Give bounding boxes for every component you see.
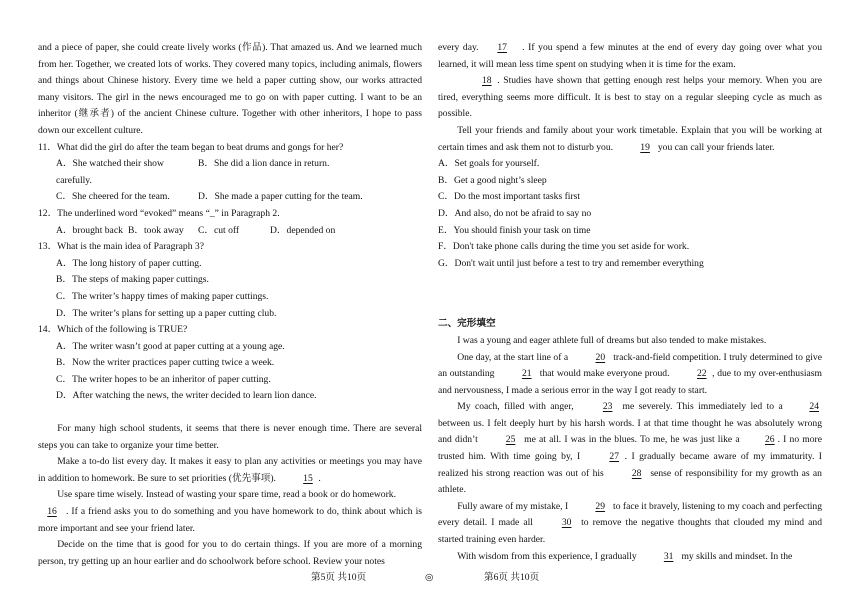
blank-30[interactable]: 30 <box>561 517 572 529</box>
option-14-b: B．Now the writer practices paper cutting twice a week. <box>56 357 275 369</box>
paragraph-text: . If you spend a few minutes at the end of every day going over what you learned, it will mean less time spent on studying when it is time for the exam. <box>438 42 822 70</box>
option-12-a: A．brought back <box>56 224 123 236</box>
paragraph-text: , due to my over-enthusiasm and nervousness, I made a serious error in the way I got ready to start. <box>438 368 822 396</box>
blank-23[interactable]: 23 <box>602 401 613 413</box>
option-14-a: A．The writer wasn’t good at paper cutting at a young age. <box>56 340 285 352</box>
choice-option: A．Set goals for yourself. <box>438 158 540 170</box>
choice-option: B．Get a good night’s sleep <box>438 174 547 186</box>
question-14-stem: 14．Which of the following is TRUE? <box>38 324 188 336</box>
cloze-paragraph-1: I was a young and eager athlete full of dreams but also tended to make mistakes. <box>457 334 767 346</box>
section-title: 二、完形填空 <box>438 318 496 330</box>
option-12-c: C．cut off <box>198 224 240 236</box>
cloze-paragraph-5 <box>438 549 822 566</box>
paragraph-text: . If a friend asks you to do something and you have homework to do, think about which is more important and see your friend later. <box>38 506 422 534</box>
paragraph-text: Fully aware of my mistake, I <box>457 500 569 512</box>
option-13-d: D．The writer’s plans for setting up a paper cutting club. <box>56 307 277 319</box>
paragraph-text: track-and-field competition. I truly determined to give an outstanding <box>438 351 822 380</box>
option-11-d: D．She made a paper cutting for the team. <box>198 191 363 203</box>
page-number-left: 第5页 共10页 <box>311 572 367 583</box>
option-11-b: B．She did a lion dance in return. <box>198 158 330 170</box>
question-11-options-row2 <box>38 189 422 206</box>
blank-29[interactable]: 29 <box>595 500 605 512</box>
option-12-d: D．depended on <box>270 224 336 236</box>
passage-paragraph: and a piece of paper, she could create lively works (作品). That amazed us. And we learned much from her. Together, we created lots of works. They covered many topics, including animals, flowers and things about Chinese history. Every time we held a paper cutting show, our works attracted many visitors. The girl in the news encouraged me to go on with paper cutting. I want to be an inheritor (继承者) of the ancient Chinese culture. Together with other inheritors, I hope to pass down our excellent culture. <box>38 42 422 136</box>
passage-paragraph-review <box>438 40 822 73</box>
blank-28[interactable]: 28 <box>631 467 642 479</box>
left-column <box>38 40 422 570</box>
choice-option: F．Don't take phone calls during the time you set aside for work. <box>438 241 690 253</box>
blank-18[interactable]: 18 <box>481 75 492 87</box>
option-13-b: B．The steps of making paper cuttings. <box>56 274 209 286</box>
paragraph-text: to face it bravely, listening to my coach and perfecting every detail. I made all <box>438 500 823 529</box>
paragraph-text: every day. <box>438 42 479 53</box>
option-11-c: C．She cheered for the team. <box>56 191 170 203</box>
center-symbol: ◎ <box>425 572 434 583</box>
paragraph-text: between us. I felt deeply hurt by his harsh words. I at that time thought he was absolutely wrong and didn’t <box>438 417 822 446</box>
paragraph-text: My coach, filled with anger, <box>457 401 574 413</box>
page-number-right: 第6页 共10页 <box>484 572 540 583</box>
paragraph-text: me severely. This immediately led to a <box>622 401 783 413</box>
blank-27[interactable]: 27 <box>609 451 620 463</box>
question-12-stem: 12．The underlined word “evoked” means “_” in Paragraph 2. <box>38 207 280 219</box>
passage-paragraph-timetable <box>438 123 822 156</box>
paragraph-text: Make a to-do list every day. It makes it easy to plan any activities or meetings you may have in addition to homework. Be sure to set priorities (优先事项). <box>38 456 422 484</box>
blank-26[interactable]: 26 <box>764 434 775 446</box>
blank-15[interactable]: 15 <box>303 472 313 484</box>
option-14-d: D．After watching the news, the writer decided to learn lion dance. <box>56 390 317 402</box>
choice-option: E．You should finish your task on time <box>438 224 591 236</box>
paragraph-text: that would make everyone proud. <box>539 368 670 380</box>
paragraph-text: One day, at the start line of a <box>457 351 569 363</box>
paragraph-text: to remove the negative thoughts that clouded my mind and started training even harder. <box>438 517 822 546</box>
option-12-b: B．took away <box>128 224 184 236</box>
question-13-stem: 13．What is the main idea of Paragraph 3? <box>38 241 204 253</box>
option-14-c: C．The writer hopes to be an inheritor of paper cutting. <box>56 373 271 385</box>
question-11-options-row1 <box>38 156 422 189</box>
paragraph-text: . I gradually became aware of my immaturity. I realized his strong reaction was out of his <box>438 451 823 479</box>
blank-20[interactable]: 20 <box>595 351 606 363</box>
blank-25[interactable]: 25 <box>505 434 516 446</box>
paragraph-text: Use spare time wisely. Instead of wasting your spare time, read a book or do homework. <box>57 489 396 501</box>
cloze-paragraph-2 <box>438 350 822 400</box>
blank-17[interactable]: 17 <box>497 42 507 53</box>
paragraph-text: you can call your friends later. <box>657 141 775 153</box>
passage-paragraph-decide: Decide on the time that is good for you to do certain things. If you are more of a morning person, try getting up an hour earlier and do schoolwork before school. Review your notes <box>38 539 422 567</box>
choice-option: C．Do the most important tasks first <box>438 191 581 203</box>
cloze-paragraph-3 <box>438 399 822 499</box>
paragraph-text: my skills and mindset. In the <box>681 550 793 562</box>
spacer <box>438 272 822 316</box>
paragraph-text: . Studies have shown that getting enough rest helps your memory. When you are tired, everything seems more difficult. It is best to stay on a regular sleeping cycle as much as possible. <box>438 75 822 120</box>
passage-intro-paragraph: For many high school students, it seems that there is never enough time. There are several steps you can take to organize your time better. <box>38 423 422 451</box>
page-footer <box>0 570 860 586</box>
blank-16[interactable]: 16 <box>47 506 57 518</box>
passage-paragraph-todo: Make a to-do list every day. It makes it easy to plan any activities or meetings you may have in addition to homework. Be sure to set priorities (优先事项). 15 . <box>38 454 422 487</box>
spacer <box>38 405 422 421</box>
blank-19[interactable]: 19 <box>640 141 650 153</box>
choice-option: D．And also, do not be afraid to say no <box>438 207 592 219</box>
cloze-paragraph-4 <box>438 499 822 549</box>
paragraph-text: sense of responsibility for my growth as an athlete. <box>438 467 822 496</box>
question-11-stem: 11．What did the girl do after the team began to beat drums and gongs for her? <box>38 141 344 153</box>
paragraph-text: . I no more trusted him. With time going by, I <box>438 434 823 463</box>
option-11-a: A．She watched their show carefully. <box>56 158 164 186</box>
paragraph-text: With wisdom from this experience, I gradually <box>457 550 637 562</box>
blank-31[interactable]: 31 <box>663 550 674 562</box>
paragraph-text: me at all. I was in the blues. To me, he was just like a <box>524 434 740 446</box>
option-13-a: A．The long history of paper cutting. <box>56 257 202 269</box>
blank-22[interactable]: 22 <box>696 368 707 380</box>
passage-paragraph-spare-time <box>38 487 422 537</box>
blank-21[interactable]: 21 <box>521 368 532 380</box>
blank-24[interactable]: 24 <box>809 401 819 413</box>
question-12-options-row <box>38 223 422 240</box>
right-column <box>438 40 822 565</box>
option-13-c: C．The writer’s happy times of making paper cuttings. <box>56 290 269 302</box>
choice-option: G．Don't wait until just before a test to try and remember everything <box>438 257 704 269</box>
paragraph-text: Tell your friends and family about your work timetable. Explain that you will be working at certain times and ask them not to disturb you. <box>438 124 822 153</box>
passage-paragraph-sleep <box>438 73 822 123</box>
